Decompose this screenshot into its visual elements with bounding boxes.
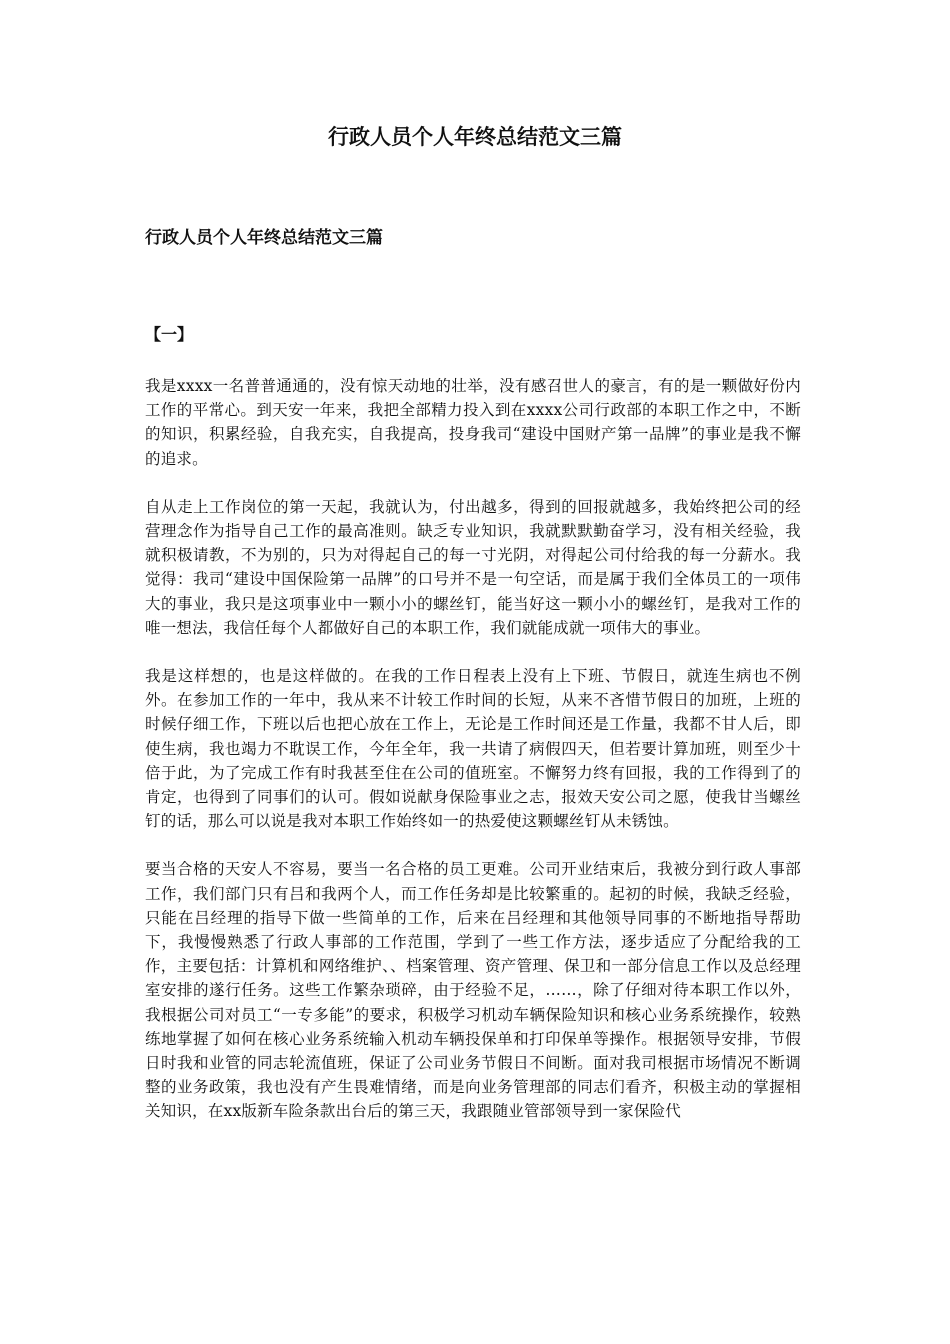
document-body — [145, 374, 801, 1148]
paragraph-3: 我是这样想的，也是这样做的。在我的工作日程表上没有上下班、节假日，就连生病也不例外。在参加工作的一年中，我从来不计较工作时间的长短，从来不吝惜节假日的加班，上班的时候仔细工作，下班以后也把心放在工作上，无论是工作时间还是工作量，我都不甘人后，即使生病，我也竭力不耽误工作，今年全年，我一共请了病假四天，但若要计算加班，则至少十倍于此，为了完成工作有时我甚至住在公司的值班室。不懈努力终有回报，我的工作得到了的肯定，也得到了同事们的认可。假如说献身保险事业之志，报效天安公司之愿，使我甘当螺丝钉的话，那么可以说是我对本职工作始终如一的热爱使这颗螺丝钉从未锈蚀。 — [145, 667, 801, 831]
section-marker: 【一】 — [145, 325, 194, 344]
paragraph-1: 我是xxxx一名普普通通的，没有惊天动地的壮举，没有感召世人的豪言，有的是一颗做好份内工作的平常心。到天安一年来，我把全部精力投入到在xxxx公司行政部的本职工作之中，不断的知识，积累经验，自我充实，自我提高，投身我司“建设中国财产第一品牌”的事业是我不懈的追求。 — [145, 377, 801, 468]
document-subtitle: 行政人员个人年终总结范文三篇 — [145, 228, 383, 248]
paragraph-2: 自从走上工作岗位的第一天起，我就认为，付出越多，得到的回报就越多，我始终把公司的经营理念作为指导自己工作的最高准则。缺乏专业知识，我就默默勤奋学习，没有相关经验，我就积极请教，不为别的，只为对得起自己的每一寸光阴，对得起公司付给我的每一分薪水。我觉得：我司“建设中国保险第一品牌”的口号并不是一句空话，而是属于我们全体员工的一项伟大的事业，我只是这项事业中一颗小小的螺丝钉，能当好这一颗小小的螺丝钉，是我对工作的唯一想法，我信任每个人都做好自己的本职工作，我们就能成就一项伟大的事业。 — [145, 497, 801, 637]
document-title: 行政人员个人年终总结范文三篇 — [328, 124, 622, 149]
paragraph-4: 要当合格的天安人不容易，要当一名合格的员工更难。公司开业结束后，我被分到行政人事部工作，我们部门只有吕和我两个人，而工作任务却是比较繁重的。起初的时候，我缺乏经验，只能在吕经理的指导下做一些简单的工作，后来在吕经理和其他领导同事的不断地指导帮助下，我慢慢熟悉了行政人事部的工作范围，学到了一些工作方法，逐步适应了分配给我的工作，主要包括：计算机和网络维护、、档案管理、资产管理、保卫和一部分信息工作以及总经理室安排的遂行任务。这些工作繁杂琐碎，由于经验不足，……，除了仔细对待本职工作以外，我根据公司对员工“一专多能”的要求，积极学习机动车辆保险知识和核心业务系统操作，较熟练地掌握了如何在核心业务系统输入机动车辆投保单和打印保单等操作。根据领导安排，节假日时我和业管的同志轮流值班，保证了公司业务节假日不间断。面对我司根据市场情况不断调整的业务政策，我也没有产生畏难情绪，而是向业务管理部的同志们看齐，积极主动的掌握相关知识，在xx版新车险条款出台后的第三天，我跟随业管部领导到一家保险代 — [145, 860, 801, 1121]
